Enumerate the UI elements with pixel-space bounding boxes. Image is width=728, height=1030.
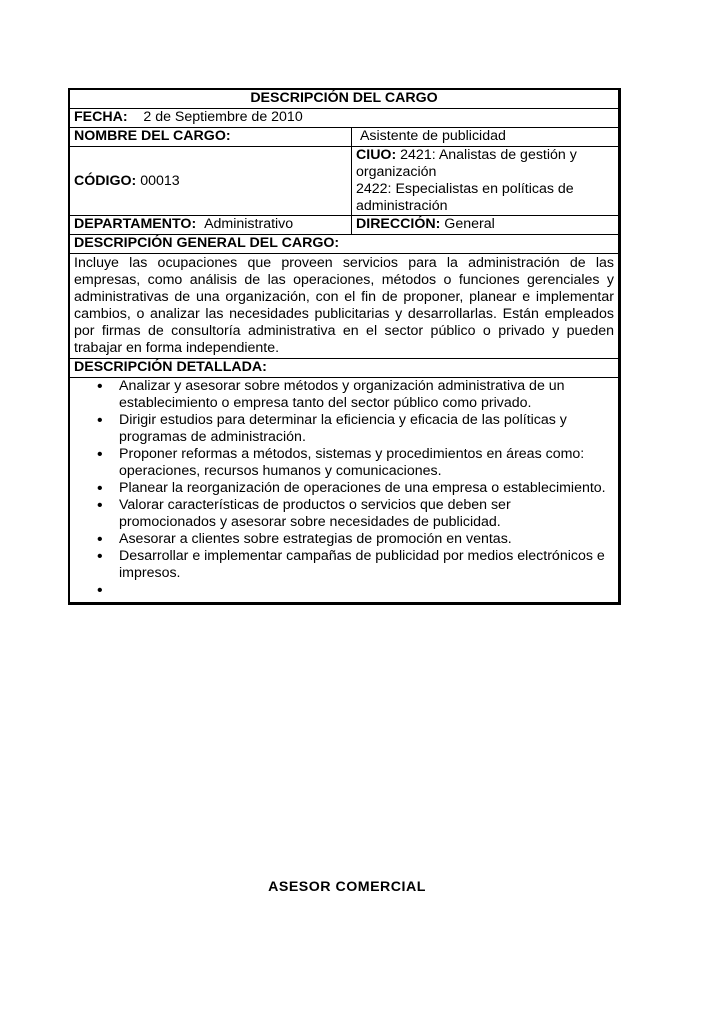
fecha-label: FECHA: [74,109,128,125]
direccion-value: General [444,216,495,232]
list-item: • Desarrollar e implementar campañas de publicidad por medios electrónicos e impresos. [119,548,610,582]
table-title-row [70,90,618,109]
descripcion-detallada-header-row [70,359,618,378]
job-description-table [68,88,621,605]
empty-list-item [119,582,610,599]
codigo-value: 00013 [140,172,180,189]
ciuo-line-1 [356,147,614,181]
descripcion-general-header-row [70,235,618,254]
nombre-cargo-row [70,128,618,147]
ciuo-value-2: 2422: Especialistas en políticas de administración [356,181,574,214]
fecha-cell [70,109,307,127]
fecha-value: 2 de Septiembre de 2010 [143,109,303,125]
codigo-cell [70,147,352,215]
descripcion-general-label: DESCRIPCIÓN GENERAL DEL CARGO: [74,235,340,251]
codigo-row [70,147,618,216]
departamento-value: Administrativo [204,216,294,232]
list-item: • Asesorar a clientes sobre estrategias de promoción en ventas. [119,531,610,548]
direccion-cell [352,216,618,234]
codigo-label: CÓDIGO: [74,172,137,189]
task-list [70,378,618,602]
departamento-row [70,216,618,235]
footer-title: ASESOR COMERCIAL [268,879,426,895]
table-title: DESCRIPCIÓN DEL CARGO [250,90,438,106]
descripcion-detallada-body-row [70,378,618,602]
list-item: • Planear la reorganización de operaciones de una empresa o establecimiento. [119,480,610,497]
ciuo-value-1: 2421: Analistas de gestión y organización [356,147,577,180]
ciuo-cell [352,147,618,215]
list-item: • Proponer reformas a métodos, sistemas y procedimientos en áreas como: operaciones, recursos humanos y comunicaciones. [119,446,610,480]
nombre-cargo-value: Asistente de publicidad [359,128,506,144]
nombre-cargo-label: NOMBRE DEL CARGO: [70,128,352,146]
departamento-label: DEPARTAMENTO: [74,216,197,232]
descripcion-general-text: Incluye las ocupaciones que proveen servicios para la administración de las empresas, como análisis de las operaciones, métodos o funciones gerenciales y administrativas de una organización, con el fin de proponer, planear e implementar cambios, o analizar las necesidades publicitarias y desarrollarlas. Están empleados por firmas de consultoría administrativa en el sector público o privado y pueden trabajar en forma independiente. [74,255,614,356]
list-item: • Valorar características de productos o servicios que deben ser promocionados y asesorar sobre necesidades de publicidad. [119,497,610,531]
descripcion-general-body-row [70,254,618,359]
descripcion-detallada-label: DESCRIPCIÓN DETALLADA: [74,359,267,375]
list-item: • Analizar y asesorar sobre métodos y organización administrativa de un establecimiento o empresa tanto del sector público como privado. [119,378,610,412]
direccion-label: DIRECCIÓN: [356,216,441,232]
departamento-cell [70,216,352,234]
fecha-row [70,109,618,128]
ciuo-label: CIUO: [356,147,397,163]
nombre-cargo-cell [352,128,618,146]
list-item: • Dirigir estudios para determinar la eficiencia y eficacia de las políticas y programas de administración. [119,412,610,446]
